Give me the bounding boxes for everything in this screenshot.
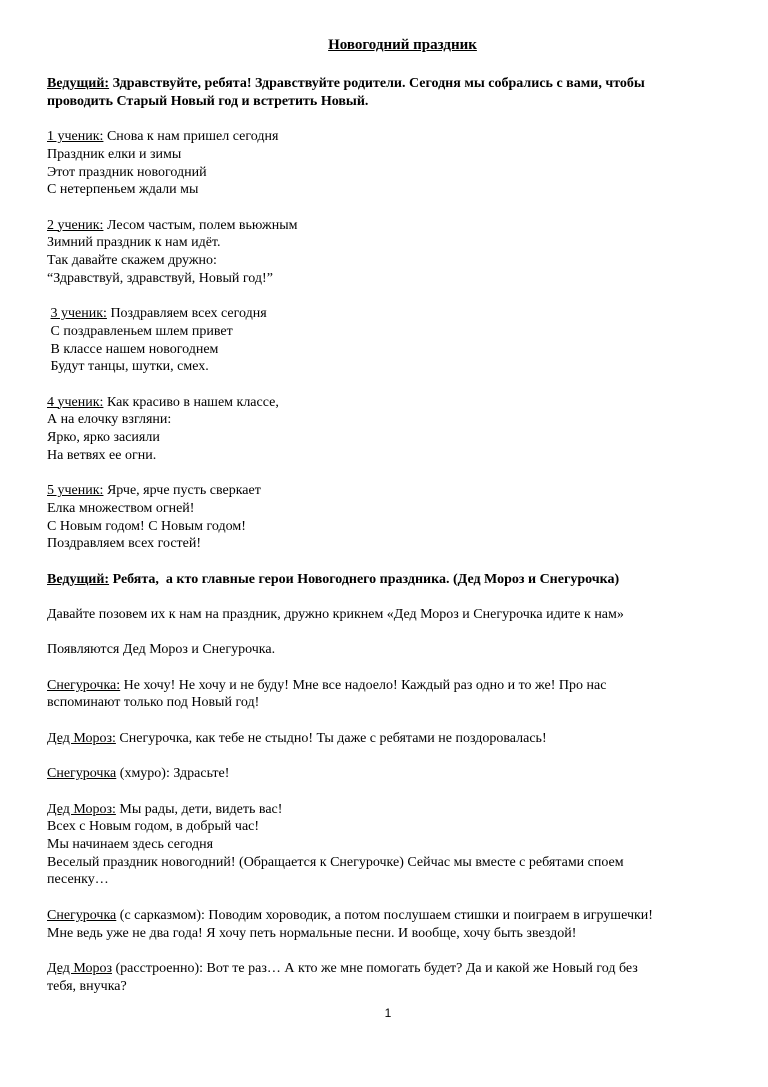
text-line: [47, 128, 728, 146]
text-line: [47, 730, 728, 748]
text-line: [47, 164, 728, 182]
line-text: Праздник елки и зимы: [47, 146, 182, 162]
paragraph: [47, 305, 728, 376]
paragraph: [47, 907, 728, 942]
text-line: [47, 358, 728, 376]
paragraph: [47, 75, 728, 110]
line-text: проводить Старый Новый год и встретить Новый.: [47, 93, 369, 109]
line-text: Так давайте скажем дружно:: [47, 253, 217, 268]
line-text: Не хочу! Не хочу и не буду! Мне все надоело! Каждый раз одно и то же! Про нас: [120, 677, 607, 693]
line-text: Снегурочка, как тебе не стыдно! Ты даже с ребятами не поздоровалась!: [115, 730, 547, 746]
line-text: Зимний праздник к нам идёт.: [47, 235, 221, 251]
paragraph: [47, 394, 728, 465]
text-line: [47, 411, 728, 429]
speaker-label: Снегурочка: [47, 907, 117, 923]
paragraph: [47, 801, 728, 890]
text-line: [47, 341, 728, 359]
text-line: [47, 447, 728, 465]
line-text: Ярко, ярко засияли: [47, 430, 160, 445]
paragraph: [47, 606, 728, 624]
line-text: Лесом частым, полем вьюжным: [103, 217, 298, 233]
text-line: [47, 907, 728, 925]
text-line: [47, 871, 728, 889]
speaker-label: 2 ученик:: [47, 217, 104, 233]
line-text: Как красиво в нашем классе,: [103, 394, 279, 410]
text-line: [47, 305, 728, 323]
page-number: 1: [384, 1006, 392, 1020]
speaker-label: Дед Мороз:: [47, 801, 116, 817]
text-line: [47, 535, 728, 553]
text-line: [47, 854, 728, 872]
line-text: Появляются Дед Мороз и Снегурочка.: [47, 642, 276, 658]
text-line: [47, 252, 728, 270]
text-line: [47, 234, 728, 252]
speaker-label: Снегурочка:: [47, 677, 121, 693]
line-text: Мы рады, дети, видеть вас!: [115, 801, 283, 817]
line-text: (с сарказмом): Поводим хороводик, а потом послушаем стишки и поиграем в игрушечки!: [116, 907, 653, 923]
paragraph: [47, 765, 728, 783]
line-text: С поздравленьем шлем привет: [47, 323, 233, 339]
line-text: (хмуро): Здрасьте!: [116, 766, 230, 782]
text-line: [47, 500, 728, 518]
text-line: [47, 518, 728, 536]
speaker-label: Снегурочка: [47, 766, 117, 782]
text-line: [47, 978, 728, 996]
line-text: песенку…: [47, 872, 109, 888]
paragraph: [47, 641, 728, 659]
line-text: В классе нашем новогоднем: [47, 341, 219, 357]
text-line: [47, 677, 728, 695]
text-line: [47, 146, 728, 164]
line-text: вспоминают только под Новый год!: [47, 695, 260, 711]
line-text: Елка множеством огней!: [47, 500, 195, 516]
text-line: [47, 641, 728, 659]
speaker-label: Дед Мороз: [47, 960, 113, 976]
paragraph: [47, 960, 728, 995]
line-text: тебя, внучка?: [47, 978, 127, 994]
text-line: [47, 217, 728, 235]
line-text: Всех с Новым годом, в добрый час!: [47, 819, 260, 835]
line-text: Снова к нам пришел сегодня: [103, 129, 279, 145]
speaker-label: 4 ученик:: [47, 394, 104, 410]
line-text: Этот праздник новогодний: [47, 164, 207, 180]
text-line: [47, 323, 728, 341]
line-text: “Здравствуй, здравствуй, Новый год!”: [47, 270, 273, 286]
line-text: (расстроенно): Вот те раз… А кто же мне помогать будет? Да и какой же Новый год без: [112, 960, 638, 976]
page-title: Новогодний праздник: [328, 37, 477, 53]
text-line: [47, 836, 728, 854]
line-text: Давайте позовем их к нам на праздник, дружно крикнем «Дед Мороз и Снегурочка идите к нам»: [47, 606, 624, 622]
line-text: С нетерпеньем ждали мы: [47, 182, 199, 198]
document-body: [47, 75, 728, 995]
line-text: Здравствуйте, ребята! Здравствуйте родители. Сегодня мы собрались с вами, чтобы: [109, 76, 645, 91]
line-text: Поздравляем всех сегодня: [106, 306, 267, 322]
speaker-label: Ведущий:: [47, 571, 110, 587]
text-line: [47, 482, 728, 500]
text-line: [47, 925, 728, 943]
line-text: Будут танцы, шутки, смех.: [47, 359, 209, 375]
text-line: [47, 801, 728, 819]
line-text: Ребята, а кто главные герои Новогоднего праздника. (Дед Мороз и Снегурочка): [109, 571, 620, 587]
text-line: [47, 394, 728, 412]
line-text: Мы начинаем здесь сегодня: [47, 837, 214, 853]
paragraph: [47, 571, 728, 589]
text-line: [47, 181, 728, 199]
line-text: Веселый праздник новогодний! (Обращается к Снегурочке) Сейчас мы вместе с ребятами споем: [47, 854, 624, 870]
line-text: Ярче, ярче пусть сверкает: [103, 483, 261, 499]
text-line: [47, 818, 728, 836]
line-text: Поздравляем всех гостей!: [47, 536, 202, 552]
line-text: Мне ведь уже не два года! Я хочу петь нормальные песни. И вообще, хочу быть звездой!: [47, 925, 577, 941]
line-text: С Новым годом! С Новым годом!: [47, 518, 246, 534]
text-line: [47, 765, 728, 783]
text-line: [47, 571, 728, 589]
speaker-label: 5 ученик:: [47, 483, 104, 499]
speaker-label: Дед Мороз:: [47, 730, 116, 746]
speaker-label: Ведущий:: [47, 76, 110, 91]
speaker-label: 1 ученик:: [47, 129, 104, 145]
text-line: [47, 429, 728, 447]
text-line: [47, 694, 728, 712]
speaker-label: 3 ученик:: [50, 306, 107, 322]
text-line: [47, 270, 728, 288]
paragraph: [47, 217, 728, 288]
text-line: [47, 93, 728, 111]
paragraph: [47, 730, 728, 748]
line-text: На ветвях ее огни.: [47, 447, 157, 463]
paragraph: [47, 128, 728, 199]
line-text: А на елочку взгляни:: [47, 412, 172, 428]
paragraph: [47, 677, 728, 712]
text-line: [47, 75, 728, 93]
text-line: [47, 606, 728, 624]
paragraph: [47, 482, 728, 553]
text-line: [47, 960, 728, 978]
